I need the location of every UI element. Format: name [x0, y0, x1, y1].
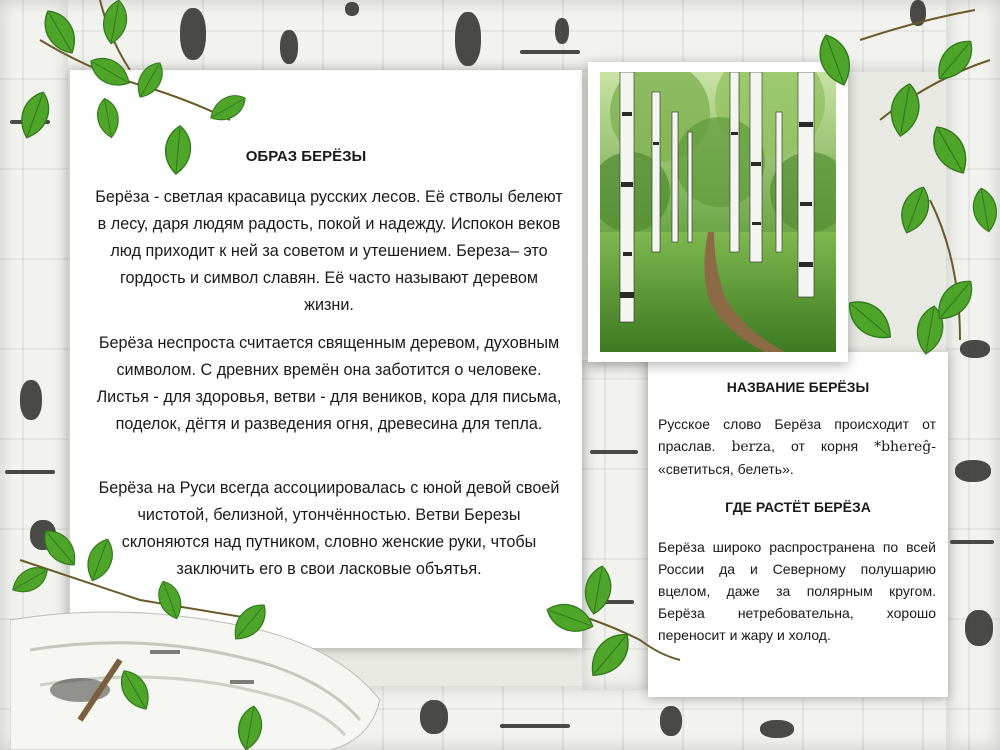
photo-frame: [588, 62, 848, 362]
paragraph-sacred: Берёза неспроста считается священным деревом, духовным символом. С древних времён она заботится о человеке. Листья - для здоровья, ветви - для веников, кора для письма, поделок, дёгтя и разведения огня, древесина для тепла.: [96, 334, 562, 433]
word-berza: berza: [731, 439, 772, 455]
paragraph-rus: Берёза на Руси всегда ассоциировалась с юной девой своей чистотой, белизной, утончённостью. Ветви Березы склоняются над путником, словно женские руки, чтобы заключить его в свои ласковые объятья.: [98, 479, 560, 578]
name-section-text: [658, 413, 936, 480]
name-text-prefix: Русское слово Берёза происходит от праслав.: [658, 416, 936, 454]
name-text-suffix: «светиться, белеть».: [658, 461, 794, 477]
birch-bark-scroll: [10, 590, 390, 750]
name-text-mid: , от корня: [771, 438, 875, 454]
paragraph-image: Берёза - светлая красавица русских лесов. Её стволы белеют в лесу, даря людям радость, покой и надежду. Испокон веков люд приходит к ней за советом и утешением. Береза– это гордость и символ славян. Её часто называют деревом жизни.: [95, 188, 563, 314]
where-section-title: ГДЕ РАСТЁТ БЕРЁЗА: [725, 499, 871, 515]
main-title: ОБРАЗ БЕРЁЗЫ: [245, 148, 367, 165]
bark-center: [582, 360, 648, 690]
name-section-title: НАЗВАНИЕ БЕРЁЗЫ: [726, 379, 870, 395]
birch-grove-photo: [600, 72, 836, 352]
bark-top: [0, 0, 1000, 72]
where-section-text: Берёза широко распространена по всей России да и Северному полушарию вцелом, даже за полярным кругом. Берёза нетребовательна, хорошо переносит и жару и холод.: [658, 539, 936, 643]
word-root: *bhereĝ-: [874, 439, 936, 455]
